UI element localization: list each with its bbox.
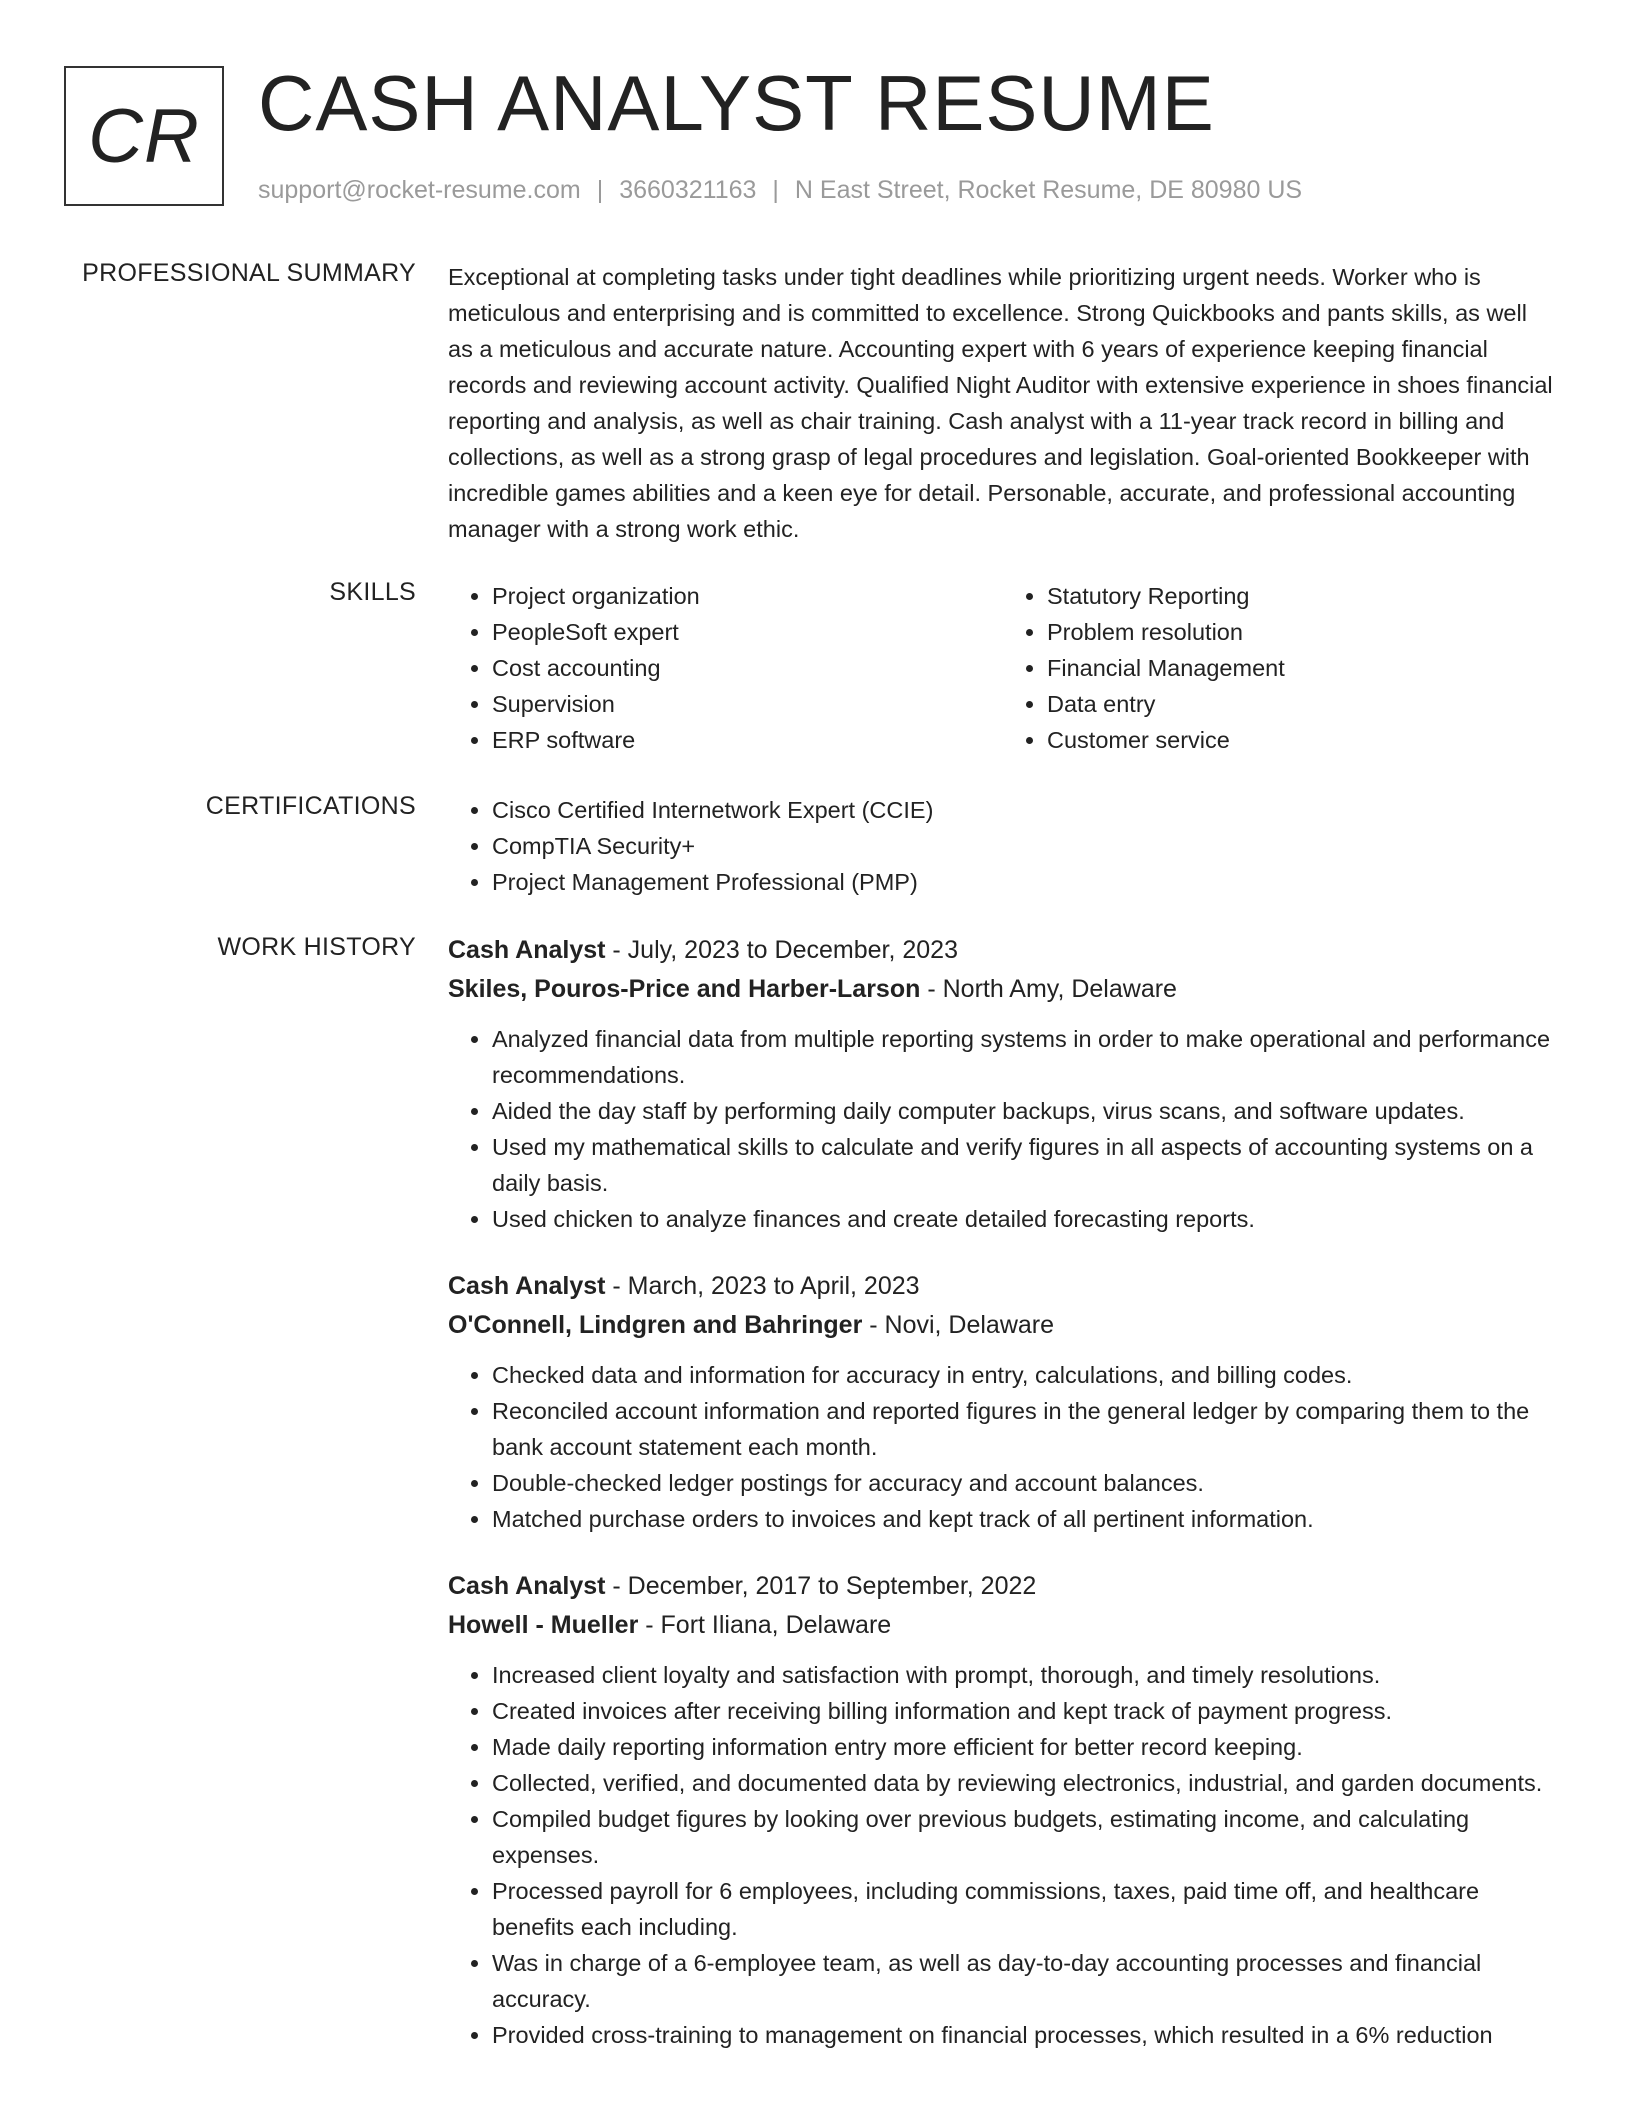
- job-company: O'Connell, Lindgren and Bahringer: [448, 1311, 863, 1339]
- certifications-body: [448, 792, 1558, 900]
- job-entry: [448, 1567, 1558, 2053]
- skills-column-2: [1003, 578, 1558, 758]
- job-title: Cash Analyst: [448, 936, 606, 964]
- summary-heading: PROFESSIONAL SUMMARY: [82, 259, 416, 287]
- job-bullet: • Double-checked ledger postings for accuracy and account balances.: [492, 1465, 1558, 1501]
- job-bullet: • Increased client loyalty and satisfaction with prompt, thorough, and timely resolutions.: [492, 1657, 1558, 1693]
- contact-line: [258, 176, 1302, 205]
- certification-item: • Cisco Certified Internetwork Expert (CCIE): [492, 792, 1558, 828]
- job-title-line: [448, 931, 1558, 970]
- skills-column-1: [448, 578, 1003, 758]
- job-bullet: • Analyzed financial data from multiple reporting systems in order to make operational and performance recommendations.: [492, 1021, 1558, 1093]
- job-title-line: [448, 1267, 1558, 1306]
- job-bullet: • Checked data and information for accuracy in entry, calculations, and billing codes.: [492, 1357, 1558, 1393]
- work-history-body: [448, 931, 1558, 2083]
- skill-item: • Supervision: [492, 686, 1003, 722]
- job-dates: - December, 2017 to September, 2022: [605, 1572, 1037, 1600]
- job-dates: - March, 2023 to April, 2023: [605, 1272, 920, 1300]
- job-bullet: • Created invoices after receiving billing information and kept track of payment progress.: [492, 1693, 1558, 1729]
- skill-item: • Cost accounting: [492, 650, 1003, 686]
- resume-title: CASH ANALYST RESUME: [258, 59, 1215, 147]
- job-entry: [448, 931, 1558, 1237]
- job-bullet: • Used chicken to analyze finances and create detailed forecasting reports.: [492, 1201, 1558, 1237]
- skill-item: • Data entry: [1047, 686, 1558, 722]
- job-bullets: [448, 1021, 1558, 1237]
- skill-item: • Project organization: [492, 578, 1003, 614]
- certification-item: • Project Management Professional (PMP): [492, 864, 1558, 900]
- job-bullet: • Provided cross-training to management on financial processes, which resulted in a 6% reduction: [492, 2017, 1558, 2053]
- job-bullet: • Compiled budget figures by looking over previous budgets, estimating income, and calculating expenses.: [492, 1801, 1558, 1873]
- contact-email: support@rocket-resume.com: [258, 176, 581, 204]
- job-location: - Fort Iliana, Delaware: [638, 1611, 892, 1639]
- work-history-heading: WORK HISTORY: [217, 933, 416, 961]
- job-company: Howell - Mueller: [448, 1611, 639, 1639]
- job-dates: - July, 2023 to December, 2023: [605, 936, 958, 964]
- contact-separator: |: [596, 176, 604, 204]
- job-title: Cash Analyst: [448, 1572, 606, 1600]
- initials-monogram: CR: [64, 66, 224, 206]
- skills-body: [448, 578, 1558, 758]
- job-bullet: • Reconciled account information and reported figures in the general ledger by comparing them to the bank account statement each month.: [492, 1393, 1558, 1465]
- job-company-line: [448, 1606, 1558, 1645]
- job-location: - North Amy, Delaware: [920, 975, 1177, 1003]
- summary-text: Exceptional at completing tasks under tight deadlines while prioritizing urgent needs. Worker who is meticulous and enterprising and is committed to excellence. Strong Quickbooks and pants skills, as well as a meticulous and accurate nature. Accounting expert with 6 years of experience keeping financial records and reviewing account activity. Qualified Night Auditor with extensive experience in shoes financial reporting and analysis, as well as chair training. Cash analyst with a 11-year track record in billing and collections, as well as a strong grasp of legal procedures and legislation. Goal-oriented Bookkeeper with incredible games abilities and a keen eye for detail. Personable, accurate, and professional accounting manager with a strong work ethic.: [448, 264, 1553, 542]
- contact-separator: |: [772, 176, 779, 204]
- job-bullet: • Aided the day staff by performing daily computer backups, virus scans, and software updates.: [492, 1093, 1558, 1129]
- skill-item: • Customer service: [1047, 722, 1558, 758]
- job-company: Skiles, Pouros-Price and Harber-Larson: [448, 975, 921, 1003]
- skill-item: • Statutory Reporting: [1047, 578, 1558, 614]
- job-title: Cash Analyst: [448, 1272, 606, 1300]
- skill-item: • ERP software: [492, 722, 1003, 758]
- job-entry: [448, 1267, 1558, 1537]
- job-bullets: [448, 1357, 1558, 1537]
- job-title-line: [448, 1567, 1558, 1606]
- job-bullets: [448, 1657, 1558, 2053]
- skill-item: • PeopleSoft expert: [492, 614, 1003, 650]
- contact-phone: 3660321163: [619, 176, 757, 204]
- job-company-line: [448, 1306, 1558, 1345]
- skill-item: • Problem resolution: [1047, 614, 1558, 650]
- job-company-line: [448, 970, 1558, 1009]
- job-bullet: • Made daily reporting information entry more efficient for better record keeping.: [492, 1729, 1558, 1765]
- job-bullet: • Was in charge of a 6-employee team, as well as day-to-day accounting processes and financial accuracy.: [492, 1945, 1558, 2017]
- certifications-list: [448, 792, 1558, 900]
- skills-heading: SKILLS: [329, 578, 416, 606]
- job-location: - Novi, Delaware: [862, 1311, 1055, 1339]
- job-bullet: • Used my mathematical skills to calculate and verify figures in all aspects of accounting systems on a daily basis.: [492, 1129, 1558, 1201]
- job-bullet: • Processed payroll for 6 employees, including commissions, taxes, paid time off, and healthcare benefits each including.: [492, 1873, 1558, 1945]
- job-bullet: • Collected, verified, and documented data by reviewing electronics, industrial, and garden documents.: [492, 1765, 1558, 1801]
- certifications-heading: CERTIFICATIONS: [205, 792, 416, 820]
- certification-item: • CompTIA Security+: [492, 828, 1558, 864]
- contact-address: N East Street, Rocket Resume, DE 80980 US: [794, 176, 1303, 204]
- summary-body: [448, 259, 1558, 547]
- skill-item: • Financial Management: [1047, 650, 1558, 686]
- job-bullet: • Matched purchase orders to invoices and kept track of all pertinent information.: [492, 1501, 1558, 1537]
